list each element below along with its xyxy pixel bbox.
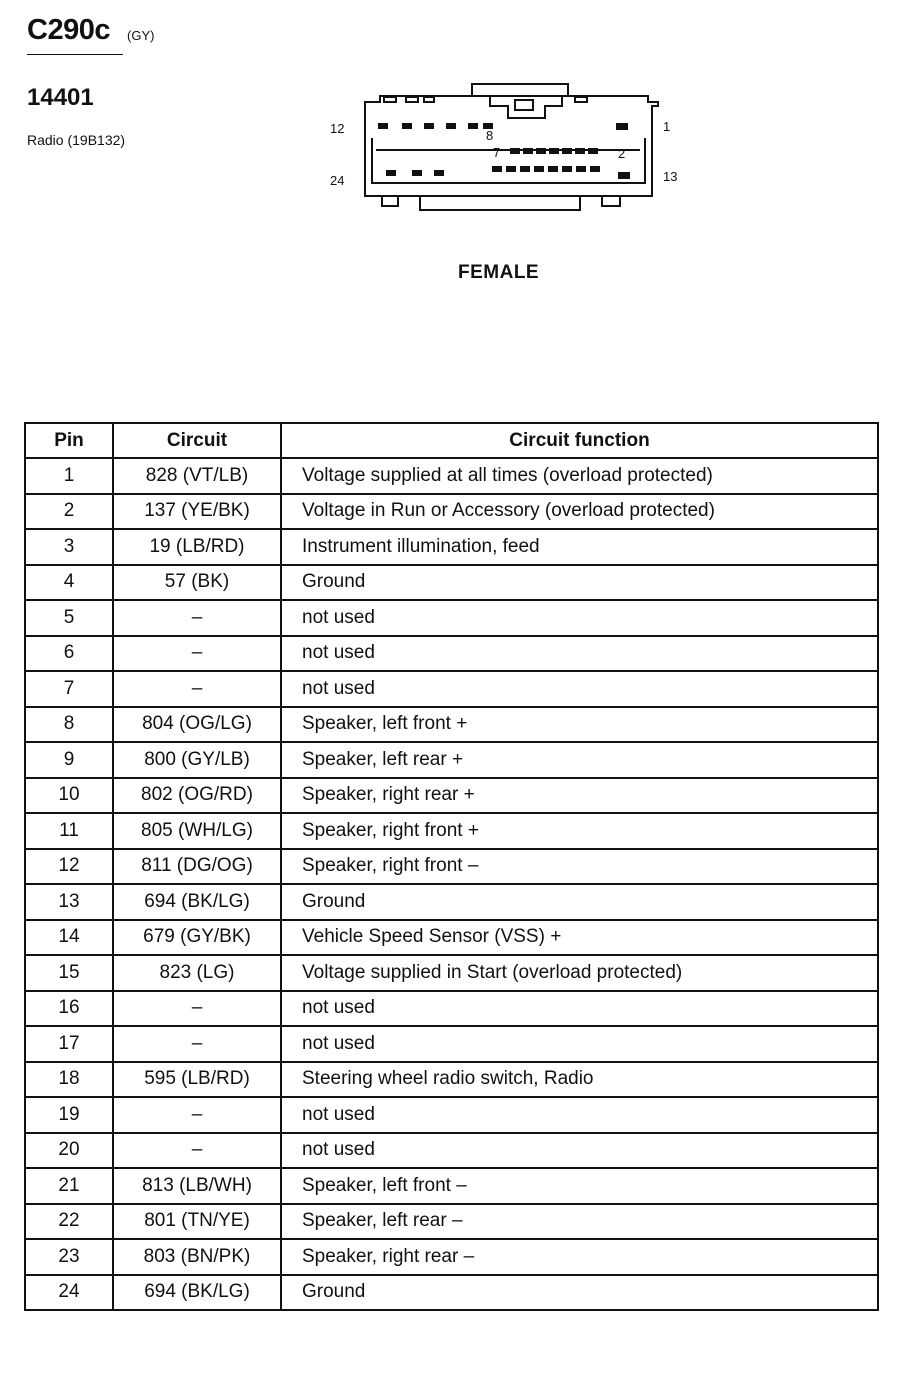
pin-cell: 6	[25, 636, 113, 672]
function-cell: Speaker, left front –	[281, 1168, 878, 1204]
pin-cavity	[402, 123, 412, 129]
circuit-cell: 595 (LB/RD)	[113, 1062, 281, 1098]
circuit-cell: 828 (VT/LB)	[113, 458, 281, 494]
pin-cavity	[618, 172, 630, 179]
pin-cavity	[424, 123, 434, 129]
circuit-cell: 811 (DG/OG)	[113, 849, 281, 885]
pin-cavity	[575, 148, 585, 154]
pin-cell: 9	[25, 742, 113, 778]
connector-id: C290c	[27, 14, 110, 46]
pin-cavity	[576, 166, 586, 172]
function-cell: Voltage supplied at all times (overload protected)	[281, 458, 878, 494]
pin-cell: 5	[25, 600, 113, 636]
function-cell: Ground	[281, 565, 878, 601]
function-cell: Voltage supplied in Start (overload protected)	[281, 955, 878, 991]
pin-cell: 15	[25, 955, 113, 991]
circuit-cell: 801 (TN/YE)	[113, 1204, 281, 1240]
table-row	[25, 778, 878, 814]
function-cell: Speaker, right front +	[281, 813, 878, 849]
pin-cavity	[412, 170, 422, 176]
circuit-cell: –	[113, 600, 281, 636]
table-row	[25, 1204, 878, 1240]
pin-cell: 19	[25, 1097, 113, 1133]
circuit-cell: 57 (BK)	[113, 565, 281, 601]
table-row	[25, 991, 878, 1027]
pin-cavity	[534, 166, 544, 172]
header-function: Circuit function	[281, 423, 878, 458]
pin-label-7: 7	[493, 145, 501, 160]
function-cell: not used	[281, 991, 878, 1027]
pin-cavity	[378, 123, 388, 129]
pin-cavity	[468, 123, 478, 129]
pin-cell: 8	[25, 707, 113, 743]
circuit-cell: 805 (WH/LG)	[113, 813, 281, 849]
table-row	[25, 1168, 878, 1204]
table-row	[25, 636, 878, 672]
bottom-foot	[420, 196, 580, 210]
circuit-cell: –	[113, 671, 281, 707]
bottom-foot	[602, 196, 620, 206]
pin-cavity	[590, 166, 600, 172]
table-row	[25, 565, 878, 601]
pin-cell: 21	[25, 1168, 113, 1204]
table-row	[25, 742, 878, 778]
circuit-cell: 694 (BK/LG)	[113, 1275, 281, 1311]
table-row	[25, 1026, 878, 1062]
pin-label-1: 1	[663, 119, 671, 134]
connector-latch	[472, 84, 568, 96]
circuit-cell: –	[113, 1133, 281, 1169]
pin-cell: 4	[25, 565, 113, 601]
pin-cavity	[536, 148, 546, 154]
top-tab	[575, 97, 587, 102]
title-underline	[27, 54, 123, 55]
circuit-cell: 803 (BN/PK)	[113, 1239, 281, 1275]
pin-cavity	[616, 123, 628, 130]
pin-cavity	[549, 148, 559, 154]
connector-color: (GY)	[127, 28, 155, 43]
pin-cavity	[520, 166, 530, 172]
pin-cell: 3	[25, 529, 113, 565]
pin-label-24: 24	[330, 173, 345, 188]
pin-cavity	[434, 170, 444, 176]
function-cell: not used	[281, 671, 878, 707]
table-row	[25, 1097, 878, 1133]
pin-cell: 11	[25, 813, 113, 849]
circuit-cell: 802 (OG/RD)	[113, 778, 281, 814]
top-tab	[384, 97, 396, 102]
function-cell: not used	[281, 1133, 878, 1169]
pin-cell: 22	[25, 1204, 113, 1240]
pin-cell: 18	[25, 1062, 113, 1098]
pin-cavity	[562, 166, 572, 172]
connector-gender: FEMALE	[458, 262, 540, 283]
pin-cavity	[562, 148, 572, 154]
pin-cell: 13	[25, 884, 113, 920]
table-row	[25, 920, 878, 956]
pin-cavity	[386, 170, 396, 176]
table-row	[25, 955, 878, 991]
pin-cell: 23	[25, 1239, 113, 1275]
circuit-cell: 679 (GY/BK)	[113, 920, 281, 956]
pin-cavity	[510, 148, 520, 154]
pin-cavity	[492, 166, 502, 172]
pin-cavity	[446, 123, 456, 129]
function-cell: Instrument illumination, feed	[281, 529, 878, 565]
function-cell: Speaker, left rear –	[281, 1204, 878, 1240]
pin-cell: 1	[25, 458, 113, 494]
circuit-cell: 137 (YE/BK)	[113, 494, 281, 530]
circuit-cell: 694 (BK/LG)	[113, 884, 281, 920]
connector-face-diagram	[320, 78, 690, 218]
circuit-cell: 19 (LB/RD)	[113, 529, 281, 565]
pin-cell: 24	[25, 1275, 113, 1311]
connector-housing	[365, 96, 658, 196]
pin-cell: 2	[25, 494, 113, 530]
pin-label-2: 2	[618, 146, 626, 161]
function-cell: Ground	[281, 884, 878, 920]
part-number: 14401	[27, 84, 94, 111]
table-row	[25, 1133, 878, 1169]
function-cell: Ground	[281, 1275, 878, 1311]
function-cell: Speaker, right rear +	[281, 778, 878, 814]
table-row	[25, 494, 878, 530]
pin-cell: 16	[25, 991, 113, 1027]
pin-cell: 10	[25, 778, 113, 814]
circuit-cell: 813 (LB/WH)	[113, 1168, 281, 1204]
function-cell: not used	[281, 600, 878, 636]
table-row	[25, 849, 878, 885]
pin-cavity	[588, 148, 598, 154]
function-cell: Speaker, right front –	[281, 849, 878, 885]
pin-cell: 17	[25, 1026, 113, 1062]
pin-cell: 14	[25, 920, 113, 956]
top-tab	[406, 97, 418, 102]
pin-label-13: 13	[663, 169, 678, 184]
table-row	[25, 813, 878, 849]
circuit-cell: –	[113, 1097, 281, 1133]
top-tab	[424, 97, 434, 102]
circuit-cell: 823 (LG)	[113, 955, 281, 991]
table-row	[25, 884, 878, 920]
table-row	[25, 1239, 878, 1275]
circuit-cell: 800 (GY/LB)	[113, 742, 281, 778]
function-cell: Speaker, left front +	[281, 707, 878, 743]
pin-cell: 7	[25, 671, 113, 707]
pin-cavity	[523, 148, 533, 154]
function-cell: not used	[281, 1097, 878, 1133]
table-row	[25, 458, 878, 494]
function-cell: Steering wheel radio switch, Radio	[281, 1062, 878, 1098]
function-cell: Speaker, left rear +	[281, 742, 878, 778]
table-header-row	[25, 423, 878, 458]
function-cell: not used	[281, 636, 878, 672]
pin-cavity	[548, 166, 558, 172]
header-circuit: Circuit	[113, 423, 281, 458]
table-row	[25, 671, 878, 707]
table-row	[25, 1275, 878, 1311]
bottom-foot	[382, 196, 398, 206]
pin-cavity	[506, 166, 516, 172]
header-pin: Pin	[25, 423, 113, 458]
pin-cell: 20	[25, 1133, 113, 1169]
component-description: Radio (19B132)	[27, 132, 126, 148]
pin-label-8: 8	[486, 128, 494, 143]
table-row	[25, 1062, 878, 1098]
table-row	[25, 707, 878, 743]
pin-label-12: 12	[330, 121, 345, 136]
table-row	[25, 600, 878, 636]
circuit-cell: –	[113, 991, 281, 1027]
pin-table	[24, 422, 879, 1311]
function-cell: Vehicle Speed Sensor (VSS) +	[281, 920, 878, 956]
table-row	[25, 529, 878, 565]
function-cell: Speaker, right rear –	[281, 1239, 878, 1275]
pin-cell: 12	[25, 849, 113, 885]
function-cell: Voltage in Run or Accessory (overload protected)	[281, 494, 878, 530]
circuit-cell: –	[113, 1026, 281, 1062]
function-cell: not used	[281, 1026, 878, 1062]
circuit-cell: 804 (OG/LG)	[113, 707, 281, 743]
circuit-cell: –	[113, 636, 281, 672]
